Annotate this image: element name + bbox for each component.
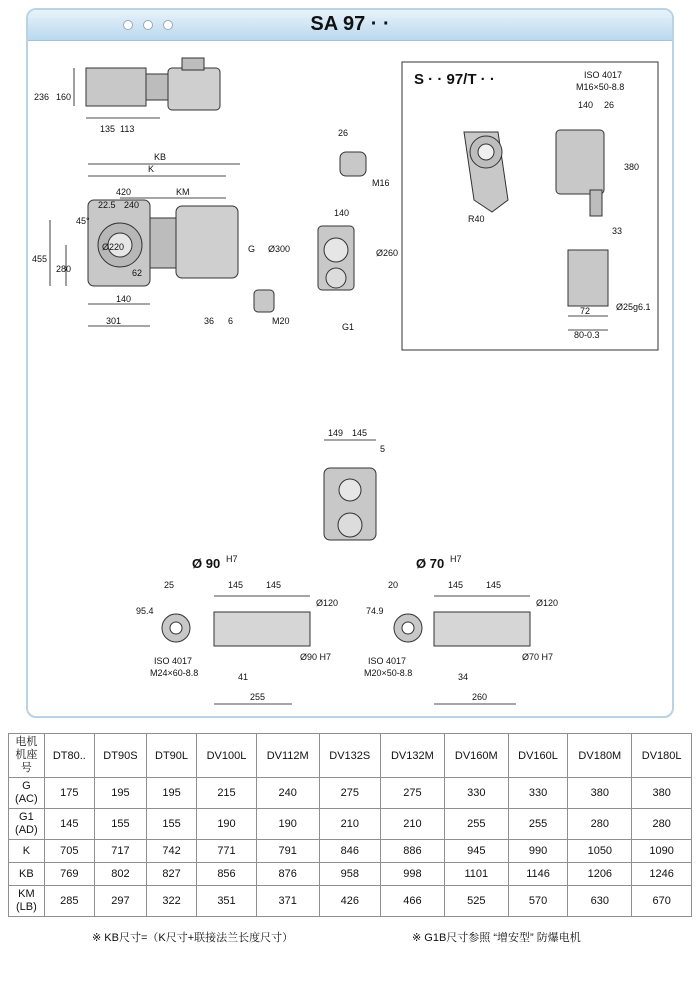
col-header: DV160M	[444, 734, 508, 778]
iso-4017-a: ISO 4017	[154, 656, 193, 666]
col-header: DT90L	[146, 734, 196, 778]
col-header: DT80..	[44, 734, 94, 778]
header-bar	[28, 10, 672, 41]
table-cell: 285	[44, 886, 94, 917]
col-header: DV180L	[632, 734, 692, 778]
dim-135: 135	[100, 124, 116, 134]
table-cell: 1101	[444, 863, 508, 886]
dim-g1: G1	[342, 322, 355, 332]
table-cell: 280	[632, 809, 692, 840]
bore-90-detail	[162, 596, 310, 704]
dimension-table	[8, 733, 692, 917]
dim-280: 280	[56, 264, 72, 274]
table-cell: 351	[197, 886, 257, 917]
dim-240: 240	[124, 200, 140, 210]
bore-70-title: Ø 70	[416, 556, 445, 571]
table-cell: 802	[94, 863, 146, 886]
table-cell: 990	[508, 840, 568, 863]
drawing-frame	[26, 8, 674, 718]
dim-6: 6	[228, 316, 234, 326]
table-cell: 145	[44, 809, 94, 840]
table-cell: 255	[508, 809, 568, 840]
table-row	[9, 809, 692, 840]
dim-d300: Ø300	[268, 244, 291, 254]
dim-145-a2: 145	[266, 580, 282, 590]
table-corner-header: 电机 机座 号	[9, 734, 45, 778]
table-cell: 255	[444, 809, 508, 840]
col-header: DT90S	[94, 734, 146, 778]
dim-km: KM	[176, 187, 190, 197]
dim-140-s: 140	[578, 100, 594, 110]
table-cell: 945	[444, 840, 508, 863]
dim-d260: Ø260	[376, 248, 399, 258]
col-header: DV180M	[568, 734, 632, 778]
table-cell: 322	[146, 886, 196, 917]
table-cell: 275	[380, 778, 444, 809]
dim-22-5: 22.5	[98, 200, 116, 210]
table-cell: 175	[44, 778, 94, 809]
bore-90-tolerance: H7	[226, 554, 238, 564]
table-cell: 670	[632, 886, 692, 917]
table-cell: 330	[444, 778, 508, 809]
table-cell: 426	[319, 886, 380, 917]
col-header: DV100L	[197, 734, 257, 778]
table-cell: 297	[94, 886, 146, 917]
bolt-m20x50: M20×50-8.8	[364, 668, 413, 678]
dim-145-b1: 145	[448, 580, 464, 590]
dim-33: 33	[612, 226, 623, 236]
page-title: SA 97 · ·	[310, 13, 390, 35]
col-header: DV112M	[256, 734, 319, 778]
dim-m16: M16	[372, 178, 390, 188]
dim-r40: R40	[468, 214, 485, 224]
dim-36: 36	[204, 316, 215, 326]
table-row	[9, 778, 692, 809]
dim-45deg: 45°	[76, 216, 90, 226]
col-header: DV132M	[380, 734, 444, 778]
iso-4017-b: ISO 4017	[368, 656, 407, 666]
dim-160: 160	[56, 92, 72, 102]
dim-260: 260	[472, 692, 488, 702]
dim-74-9: 74.9	[366, 606, 384, 616]
dim-26-s: 26	[604, 100, 615, 110]
table-header-row	[9, 734, 692, 778]
dim-80: 80-0.3	[574, 330, 600, 340]
dim-20: 20	[388, 580, 399, 590]
dim-140-front: 140	[334, 208, 350, 218]
dim-380: 380	[624, 162, 640, 172]
table-cell: 210	[319, 809, 380, 840]
table-row	[9, 840, 692, 863]
dim-m20: M20	[272, 316, 290, 326]
table-cell: 570	[508, 886, 568, 917]
dim-455: 455	[32, 254, 48, 264]
table-cell: 705	[44, 840, 94, 863]
technical-drawing	[28, 40, 672, 716]
dim-k: K	[148, 164, 155, 174]
table-cell: 240	[256, 778, 319, 809]
table-cell: 846	[319, 840, 380, 863]
table-cell: 371	[256, 886, 319, 917]
table-cell: 769	[44, 863, 94, 886]
table-cell: 280	[568, 809, 632, 840]
table-row	[9, 863, 692, 886]
note-kb-formula: ※ KB尺寸=（K尺寸+联接法兰长度尺寸）	[92, 932, 294, 944]
dim-145-a1: 145	[228, 580, 244, 590]
dim-d25: Ø25g6.1	[616, 302, 651, 312]
table-cell: 876	[256, 863, 319, 886]
dim-62: 62	[132, 268, 143, 278]
dim-d120-b: Ø120	[536, 598, 559, 608]
table-cell: 856	[197, 863, 257, 886]
bore-90-title: Ø 90	[192, 556, 221, 571]
dim-113: 113	[120, 124, 135, 134]
table-cell: 466	[380, 886, 444, 917]
col-header: DV160L	[508, 734, 568, 778]
table-cell: 190	[197, 809, 257, 840]
dim-140: 140	[116, 294, 132, 304]
table-cell: 155	[146, 809, 196, 840]
main-gearmotor-view	[50, 164, 240, 326]
dim-d120-a: Ø120	[316, 598, 339, 608]
table-cell: 958	[319, 863, 380, 886]
iso-4017-s: ISO 4017	[584, 70, 623, 80]
dim-41: 41	[238, 672, 249, 682]
table-cell: 525	[444, 886, 508, 917]
table-cell: 998	[380, 863, 444, 886]
table-cell: 155	[94, 809, 146, 840]
panel-s-title: S · · 97/T · ·	[414, 71, 495, 88]
row-label: G1 (AD)	[9, 809, 45, 840]
dim-301: 301	[106, 316, 122, 326]
table-cell: 886	[380, 840, 444, 863]
bore-70-detail	[394, 596, 530, 704]
front-housing-view	[318, 226, 354, 290]
table-cell: 275	[319, 778, 380, 809]
table-cell: 190	[256, 809, 319, 840]
dim-25: 25	[164, 580, 175, 590]
table-cell: 742	[146, 840, 196, 863]
row-label: K	[9, 840, 45, 863]
dim-34: 34	[458, 672, 469, 682]
table-cell: 771	[197, 840, 257, 863]
row-label: KB	[9, 863, 45, 886]
table-cell: 1050	[568, 840, 632, 863]
top-gearmotor-view	[74, 58, 220, 118]
table-cell: 195	[94, 778, 146, 809]
table-cell: 630	[568, 886, 632, 917]
dim-d70h7: Ø70 H7	[522, 652, 554, 662]
dim-420: 420	[116, 187, 132, 197]
table-cell: 717	[94, 840, 146, 863]
dim-236: 236	[34, 92, 50, 102]
dim-149: 149	[328, 428, 344, 438]
table-cell: 1090	[632, 840, 692, 863]
row-label: G (AC)	[9, 778, 45, 809]
mid-housing-view	[324, 440, 376, 540]
dim-d220: Ø220	[102, 242, 125, 252]
bore-70-tolerance: H7	[450, 554, 462, 564]
dim-5: 5	[380, 444, 386, 454]
dim-d90h7: Ø90 H7	[300, 652, 332, 662]
table-cell: 210	[380, 809, 444, 840]
bolt-m24x60: M24×60-8.8	[150, 668, 199, 678]
table-cell: 215	[197, 778, 257, 809]
table-cell: 330	[508, 778, 568, 809]
table-cell: 380	[632, 778, 692, 809]
dim-255: 255	[250, 692, 266, 702]
dim-95-4: 95.4	[136, 606, 154, 616]
row-label: KM (LB)	[9, 886, 45, 917]
col-header: DV132S	[319, 734, 380, 778]
dim-145-b2: 145	[486, 580, 502, 590]
table-cell: 195	[146, 778, 196, 809]
table-cell: 1206	[568, 863, 632, 886]
bolt-m16x50: M16×50-8.8	[576, 82, 625, 92]
dim-kb: KB	[154, 152, 167, 162]
dim-26: 26	[338, 128, 349, 138]
table-cell: 1246	[632, 863, 692, 886]
dim-145-mid: 145	[352, 428, 368, 438]
note-g1b-reference: ※ G1B尺寸参照 “增安型” 防爆电机	[412, 932, 581, 944]
table-cell: 791	[256, 840, 319, 863]
table-cell: 827	[146, 863, 196, 886]
table-cell: 380	[568, 778, 632, 809]
table-cell: 1146	[508, 863, 568, 886]
dim-72: 72	[580, 306, 591, 316]
table-row	[9, 886, 692, 917]
dim-g: G	[248, 244, 256, 254]
